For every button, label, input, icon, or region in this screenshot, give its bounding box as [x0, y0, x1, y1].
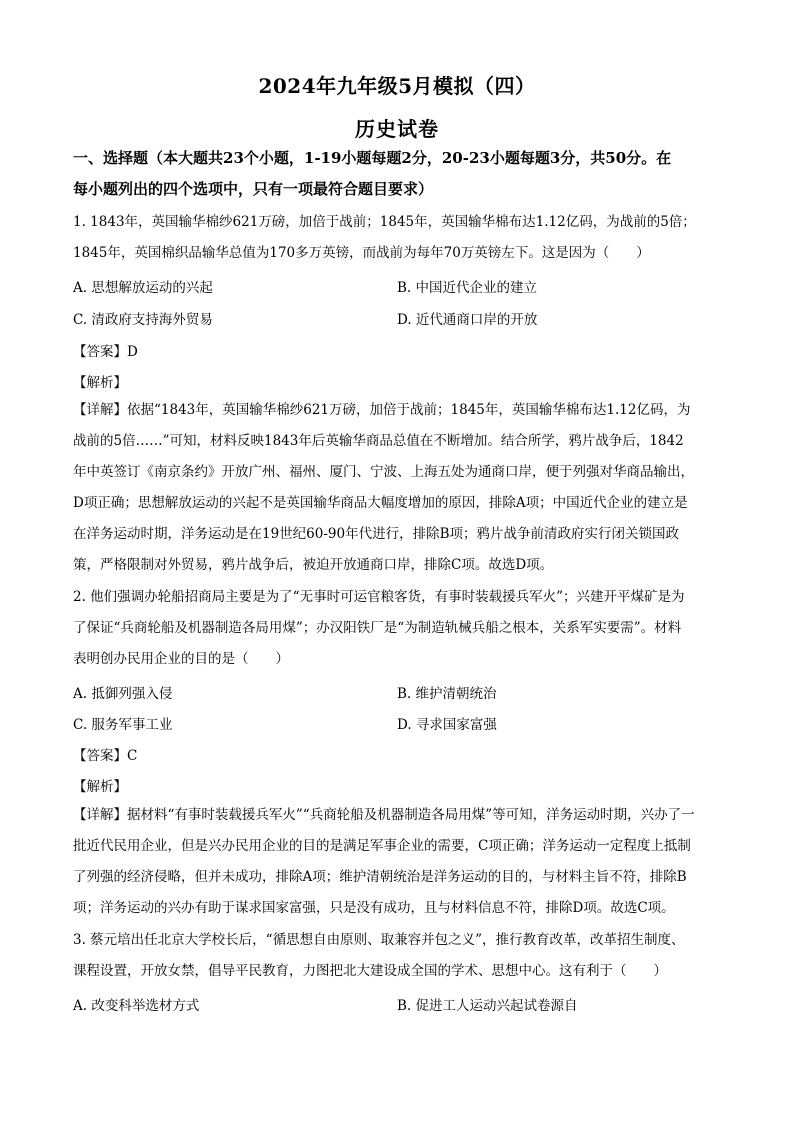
- section-heading-line: 每小题列出的四个选项中，只有一项最符合题目要求）: [73, 180, 434, 198]
- detail-line: 【详解】据材料“有事时装载援兵军火”“兵商轮船及机器制造各局用煤”等可知，洋务运动时期，兴办了一: [73, 807, 695, 823]
- option-a: A. 改变科举选材方式: [73, 998, 200, 1014]
- question-1-detail: [73, 395, 723, 581]
- option-d: D. 寻求国家富强: [397, 717, 497, 733]
- question-3-stem: [73, 925, 723, 987]
- stem-line: 了保证“兵商轮船及机器制造各局用煤”；办汉阳铁厂是“为制造轨械兵船之根本，关系军实要需”。材料: [73, 620, 682, 636]
- option-c: C. 服务军事工业: [73, 717, 173, 733]
- question-1-stem: [73, 207, 723, 269]
- analysis-label: 【解析】: [73, 779, 127, 795]
- section-heading-line: 一、选择题（本大题共23个小题，1-19小题每题2分，20-23小题每题3分，共50分。在: [73, 149, 672, 167]
- detail-line: D项正确；思想解放运动的兴起不是英国输华商品大幅度增加的原因，排除A项；中国近代企业的建立是: [73, 495, 688, 511]
- option-b: B. 中国近代企业的建立: [397, 280, 538, 296]
- option-b: B. 促进工人运动兴起试卷源自: [397, 998, 578, 1014]
- answer-label: 【答案】D: [73, 344, 138, 360]
- detail-line: 战前的5倍……”可知，材料反映1843年后英输华商品总值在不断增加。结合所学，鸦片战争后，1842: [73, 433, 684, 449]
- detail-line: 年中英签订《南京条约》开放广州、福州、厦门、宁波、上海五处为通商口岸，便于列强对华商品输出，: [73, 464, 694, 480]
- exam-subtitle: 历史试卷: [355, 117, 439, 141]
- detail-line: 策，严格限制对外贸易，鸦片战争后，被迫开放通商口岸，排除C项。故选D项。: [73, 557, 554, 573]
- exam-title: 2024年九年级5月模拟（四）: [258, 74, 536, 98]
- detail-line: 了列强的经济侵略，但并未成功，排除A项；维护清朝统治是洋务运动的目的，与材料主旨不符，排除B: [73, 869, 687, 885]
- detail-line: 【详解】依据“1843年，英国输华棉纱621万磅，加倍于战前；1845年，英国输华棉布达1.12亿码，为: [73, 402, 691, 418]
- section-heading: [73, 143, 723, 205]
- option-a: A. 思想解放运动的兴起: [73, 280, 213, 296]
- stem-line: 表明创办民用企业的目的是（ ）: [73, 651, 289, 667]
- option-c: C. 清政府支持海外贸易: [73, 312, 213, 328]
- stem-line: 课程设置，开放女禁，倡导平民教育，力图把北大建设成全国的学术、思想中心。这有利于（ ）: [73, 963, 667, 979]
- answer-label: 【答案】C: [73, 748, 138, 764]
- detail-line: 项；洋务运动的兴办有助于谋求国家富强，只是没有成功，且与材料信息不符，排除D项。故选C项。: [73, 900, 675, 916]
- question-2-stem: [73, 582, 723, 675]
- detail-line: 批近代民用企业，但是兴办民用企业的目的是满足军事企业的需要，C项正确；洋务运动一定程度上抵制: [73, 838, 691, 854]
- stem-line: 2. 他们强调办轮船招商局主要是为了“无事时可运官粮客货，有事时装载援兵军火”；兴建开平煤矿是为: [73, 589, 685, 605]
- question-2-detail: [73, 800, 723, 924]
- analysis-label: 【解析】: [73, 375, 127, 391]
- detail-line: 在洋务运动时期，洋务运动是在19世纪60-90年代进行，排除B项；鸦片战争前清政府实行闭关锁国政: [73, 526, 680, 542]
- stem-line: 1845年，英国棉织品输华总值为170多万英镑，而战前为每年70万英镑左下。这是因为（ ）: [73, 245, 650, 261]
- option-a: A. 抵御列强入侵: [73, 686, 173, 702]
- option-d: D. 近代通商口岸的开放: [397, 312, 538, 328]
- option-b: B. 维护清朝统治: [397, 686, 497, 702]
- stem-line: 1. 1843年，英国输华棉纱621万磅，加倍于战前；1845年，英国输华棉布达1.12亿码，为战前的5倍；: [73, 214, 696, 230]
- stem-line: 3. 蔡元培出任北京大学校长后，“循思想自由原则、取兼容并包之义”，推行教育改革，改革招生制度、: [73, 932, 685, 948]
